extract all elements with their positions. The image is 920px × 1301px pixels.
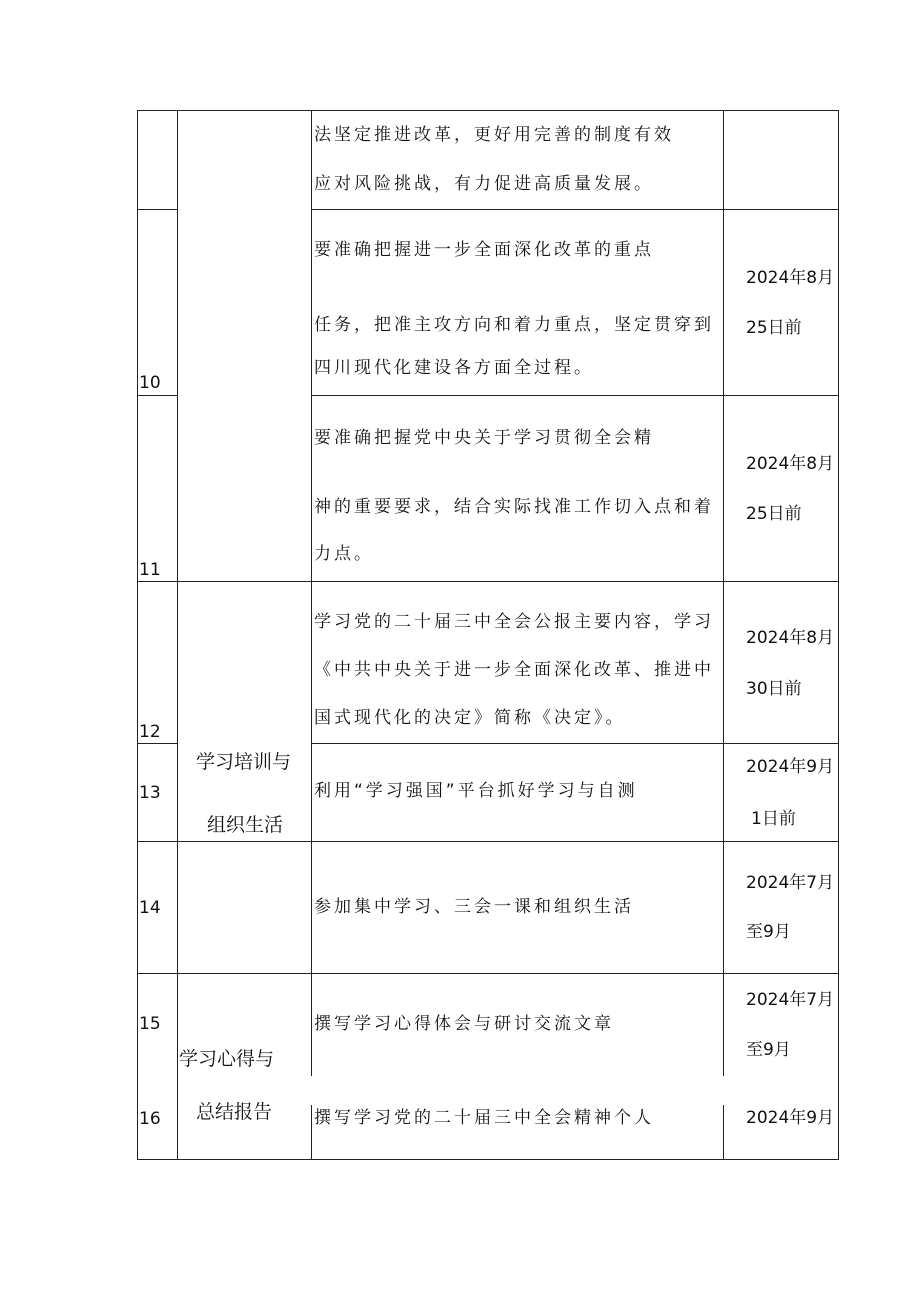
category-label: 组织生活 <box>207 814 284 836</box>
task-content: 撰写学习心得体会与研讨交流文章 <box>314 1014 614 1034</box>
deadline: 至9月 <box>746 922 791 942</box>
column-divider <box>311 110 312 1076</box>
deadline: 2024年7月 <box>746 990 835 1010</box>
deadline: 2024年8月 <box>746 268 835 288</box>
row-divider <box>137 209 177 210</box>
deadline: 1日前 <box>751 809 796 829</box>
row-number: 10 <box>139 373 161 393</box>
task-content: 参加集中学习、三会一课和组织生活 <box>314 897 634 917</box>
task-content: 要准确把握进一步全面深化改革的重点 <box>314 240 654 260</box>
deadline: 2024年7月 <box>746 873 835 893</box>
task-content: 任务，把准主攻方向和着力重点，坚定贯穿到 <box>314 315 714 335</box>
task-content: 力点。 <box>314 544 374 564</box>
row-number: 16 <box>139 1109 161 1129</box>
row-divider <box>311 395 838 396</box>
deadline: 30日前 <box>746 679 802 699</box>
row-divider <box>137 973 838 974</box>
table-border-top <box>137 110 838 111</box>
task-content: 四川现代化建设各方面全过程。 <box>314 358 594 378</box>
column-divider <box>723 110 724 1076</box>
task-content: 学习党的二十届三中全会公报主要内容，学习 <box>314 612 714 632</box>
task-content: 应对风险挑战，有力促进高质量发展。 <box>314 174 654 194</box>
row-divider <box>137 581 838 582</box>
row-divider <box>137 841 838 842</box>
deadline: 2024年9月 <box>746 757 835 777</box>
deadline: 2024年8月 <box>746 628 835 648</box>
row-number: 11 <box>139 560 161 580</box>
row-number: 15 <box>139 1014 161 1034</box>
task-content: 要准确把握党中央关于学习贯彻全会精 <box>314 428 654 448</box>
table-border-right <box>838 110 839 1160</box>
row-number: 14 <box>139 898 161 918</box>
category-label: 学习培训与 <box>196 751 292 773</box>
row-divider <box>137 743 177 744</box>
table-border-bottom <box>137 1159 838 1160</box>
task-content: 法坚定推进改革，更好用完善的制度有效 <box>314 125 674 145</box>
row-number: 12 <box>139 722 161 742</box>
row-number: 13 <box>139 783 161 803</box>
row-divider <box>311 743 838 744</box>
task-content: 国式现代化的决定》简称《决定》。 <box>314 708 626 728</box>
deadline: 25日前 <box>746 504 802 524</box>
table-border-left <box>137 110 138 1160</box>
category-label: 总结报告 <box>196 1101 273 1123</box>
row-divider <box>137 395 177 396</box>
row-divider <box>311 209 838 210</box>
task-content: 《中共中央关于进一步全面深化改革、推进中 <box>314 660 714 680</box>
deadline: 至9月 <box>746 1040 791 1060</box>
deadline: 25日前 <box>746 318 802 338</box>
column-divider <box>177 110 178 1160</box>
column-divider <box>311 1105 312 1160</box>
task-content: 撰写学习党的二十届三中全会精神个人 <box>314 1108 654 1128</box>
deadline: 2024年9月 <box>746 1108 835 1128</box>
task-content: 利用“学习强国”平台抓好学习与自测 <box>314 781 638 801</box>
column-divider <box>723 1105 724 1160</box>
deadline: 2024年8月 <box>746 454 835 474</box>
task-content: 神的重要要求，结合实际找准工作切入点和着 <box>314 497 714 517</box>
category-label: 学习心得与 <box>179 1048 275 1070</box>
